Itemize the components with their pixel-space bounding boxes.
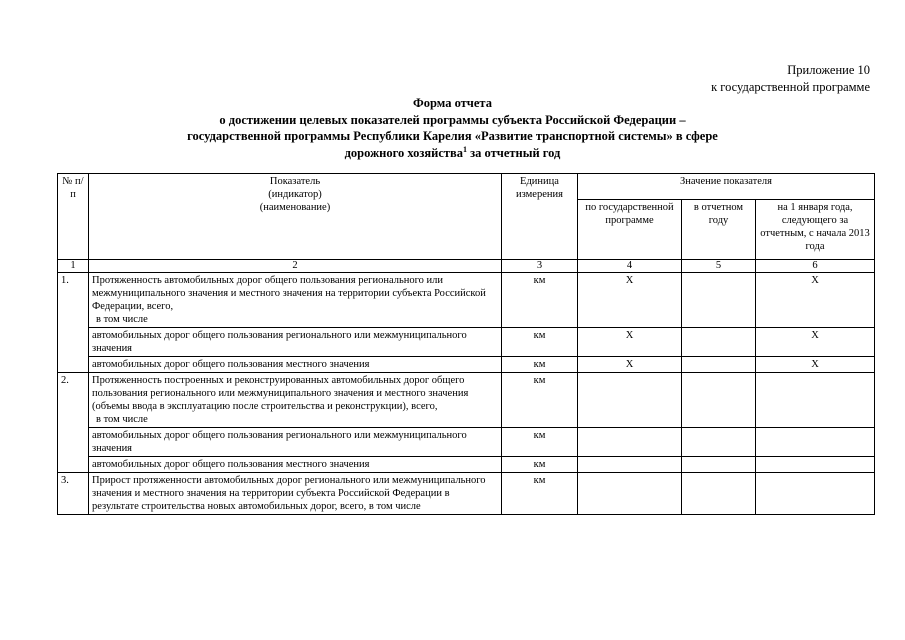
appendix-note xyxy=(711,62,870,96)
row-indicator: автомобильных дорог общего пользования регионального или межмуниципального значения xyxy=(89,428,502,457)
header-row-1 xyxy=(58,174,875,200)
row-indicator-subtext: в том числе xyxy=(96,414,148,425)
row-num: 3. xyxy=(58,473,89,515)
row-value-next-year: Х xyxy=(756,273,875,328)
row-unit: км xyxy=(502,373,578,428)
row-unit: км xyxy=(502,328,578,357)
header-indicator-line-3: (наименование) xyxy=(259,202,331,213)
title-line-3: государственной программы Республики Карелия «Развитие транспортной системы» в сфере xyxy=(187,129,718,143)
row-indicator-subtext: в том числе xyxy=(96,314,148,325)
row-indicator: автомобильных дорог общего пользования регионального или межмуниципального значения xyxy=(89,328,502,357)
table-row xyxy=(58,357,875,373)
header-unit: Единица измерения xyxy=(502,174,578,260)
col-number-5: 5 xyxy=(682,260,756,273)
row-value-program: Х xyxy=(578,328,682,357)
table-row xyxy=(58,428,875,457)
col-number-2: 2 xyxy=(89,260,502,273)
row-value-next-year: Х xyxy=(756,357,875,373)
table-row xyxy=(58,473,875,515)
row-indicator: Прирост протяженности автомобильных дорог регионального или межмуниципального значения и местного значения на территории субъекта Российской Федерации в результате строительства новых автомобильных дорог, всего, в том числе xyxy=(89,473,502,515)
appendix-line-1: Приложение 10 xyxy=(787,63,870,77)
row-value-period xyxy=(682,357,756,373)
row-unit: км xyxy=(502,273,578,328)
row-num: 1. xyxy=(58,273,89,373)
title-line-4-main: дорожного хозяйства xyxy=(344,145,464,160)
row-value-program xyxy=(578,457,682,473)
header-indicator-line-1: Показатель xyxy=(269,176,321,187)
title-line-4-rest: за отчетный год xyxy=(467,145,561,160)
header-num: № п/п xyxy=(58,174,89,260)
column-number-row xyxy=(58,260,875,273)
title-line-4 xyxy=(0,145,905,162)
row-indicator xyxy=(89,373,502,428)
row-indicator: автомобильных дорог общего пользования местного значения xyxy=(89,357,502,373)
row-value-period xyxy=(682,328,756,357)
row-value-program: Х xyxy=(578,357,682,373)
row-indicator: автомобильных дорог общего пользования местного значения xyxy=(89,457,502,473)
row-num: 2. xyxy=(58,373,89,473)
table-row xyxy=(58,457,875,473)
col-number-4: 4 xyxy=(578,260,682,273)
header-value-group: Значение показателя xyxy=(578,174,875,200)
row-value-period xyxy=(682,428,756,457)
footnote-marker: 1 xyxy=(463,144,468,154)
row-value-period xyxy=(682,473,756,515)
document-title xyxy=(0,95,905,161)
col-number-3: 3 xyxy=(502,260,578,273)
row-unit: км xyxy=(502,428,578,457)
row-value-period xyxy=(682,373,756,428)
row-value-next-year xyxy=(756,373,875,428)
row-value-period xyxy=(682,457,756,473)
row-indicator-text: Протяженность построенных и реконструированных автомобильных дорог общего пользования регионального или межмуниципального значения и местного значения (объемы ввода в эксплуатацию после строительства и реконструкции), всего, xyxy=(92,375,469,412)
row-unit: км xyxy=(502,473,578,515)
row-value-program xyxy=(578,428,682,457)
title-line-2: о достижении целевых показателей программы субъекта Российской Федерации – xyxy=(219,112,686,127)
report-table xyxy=(57,173,875,515)
row-value-next-year xyxy=(756,428,875,457)
header-next-year: на 1 января года, следующего за отчетным, с начала 2013 года xyxy=(756,200,875,260)
row-value-program xyxy=(578,373,682,428)
header-by-program: по государственной программе xyxy=(578,200,682,260)
title-line-1: Форма отчета xyxy=(413,96,492,110)
table-row xyxy=(58,373,875,428)
row-value-program: Х xyxy=(578,273,682,328)
row-value-program xyxy=(578,473,682,515)
header-indicator-line-2: (индикатор) xyxy=(268,189,322,200)
row-value-next-year xyxy=(756,457,875,473)
row-value-next-year xyxy=(756,473,875,515)
header-indicator xyxy=(89,174,502,260)
row-value-next-year: Х xyxy=(756,328,875,357)
table-row xyxy=(58,273,875,328)
row-unit: км xyxy=(502,357,578,373)
row-indicator xyxy=(89,273,502,328)
row-value-period xyxy=(682,273,756,328)
appendix-line-2: к государственной программе xyxy=(711,80,870,94)
row-indicator-text: Протяженность автомобильных дорог общего пользования регионального или межмуниципального значения и местного значения на территории субъекта Российской Федерации, всего, xyxy=(92,275,486,312)
table-row xyxy=(58,328,875,357)
col-number-1: 1 xyxy=(58,260,89,273)
row-unit: км xyxy=(502,457,578,473)
col-number-6: 6 xyxy=(756,260,875,273)
header-in-period: в отчетном году xyxy=(682,200,756,260)
